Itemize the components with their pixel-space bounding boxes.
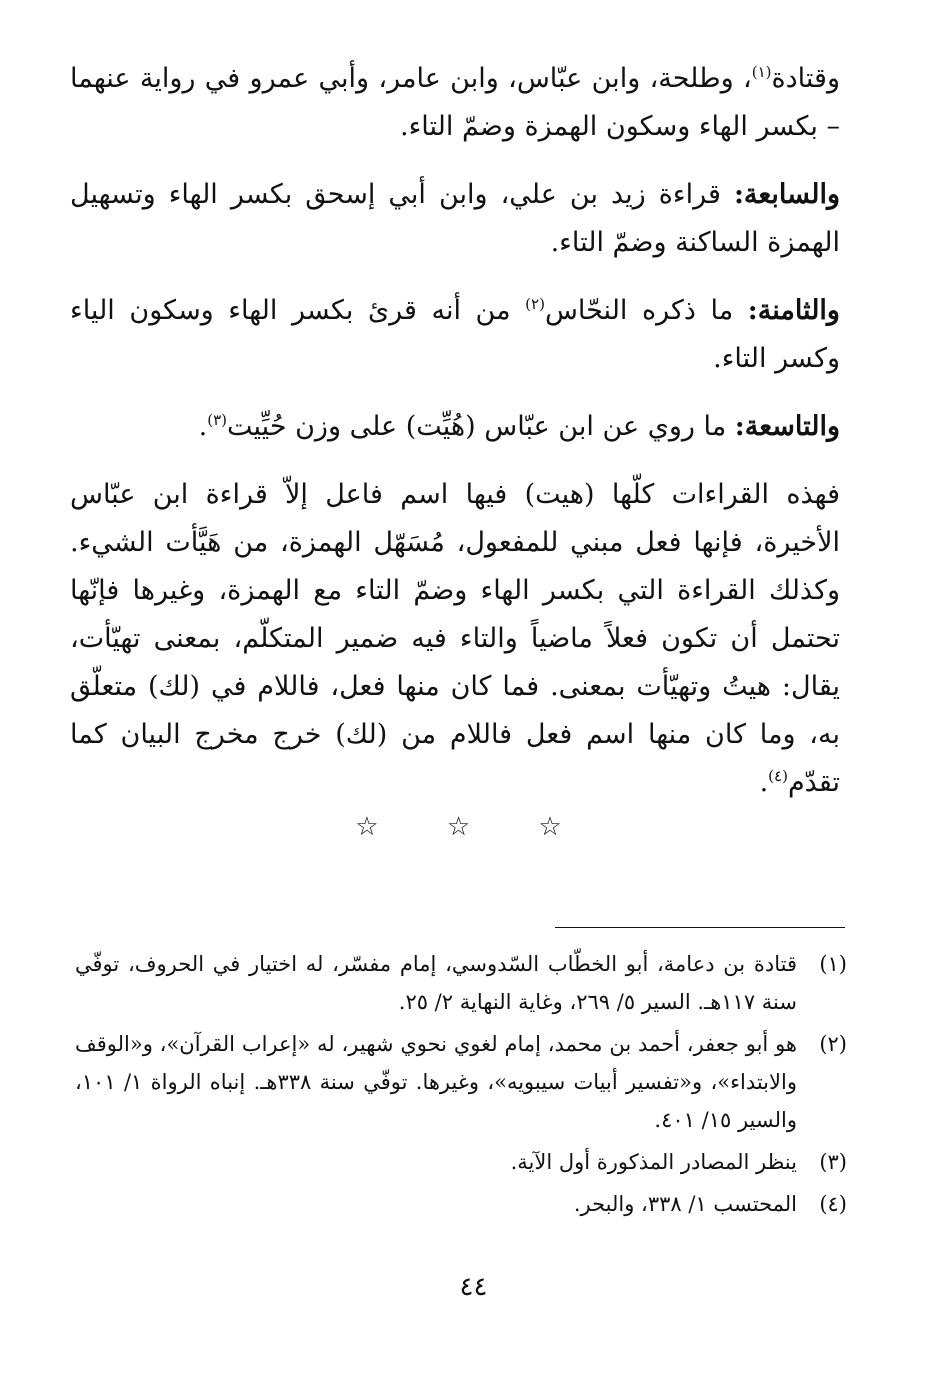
summary-text: فهذه القراءات كلّها (هيت) فيها اسم فاعل إلاّ قراءة ابن عبّاس الأخيرة، فإنها فعل مبني للمفعول، مُسَهّل الهمزة، من هَيَّأت الشيء. وكذلك القراءة التي بكسر الهاء وضمّ التاء مع الهمزة، وغيرها فإنّها تحتمل أن تكون فعلاً ماضياً والتاء فيه ضمير المتكلّم، بمعنى تهيّأت، يقال: هيتُ وتهيّأت بمعنى. فما كان منها فعل، فاللام في (لك) متعلّق به، وما كان منها اسم فعل فاللام من (لك) خرج مخرج البيان كما تقدّم bbox=[70, 479, 840, 798]
ninth-text-cont: . bbox=[198, 411, 208, 442]
footnote-1 bbox=[75, 945, 847, 1021]
footnote-number: (٤) bbox=[819, 1192, 847, 1216]
footnote-text: قتادة بن دعامة، أبو الخطّاب السّدوسي، إمام مفسّر، له اختيار في الحروف، توفّي سنة ١١٧هـ. السير ٥/ ٢٦٩، وغاية النهاية ٢/ ٢٥. bbox=[75, 952, 797, 1014]
ninth-lead: والتاسعة: bbox=[734, 411, 840, 442]
paragraph-1-text-cont: ، وطلحة، وابن عبّاس، وابن عامر، وأبي عمرو في رواية عنهما – بكسر الهاء وسكون الهمزة وضمّ التاء. bbox=[70, 63, 840, 142]
paragraph-eighth-reading bbox=[70, 287, 840, 383]
seventh-lead: والسابعة: bbox=[733, 179, 840, 210]
paragraph-1-text: وقتادة bbox=[771, 63, 840, 94]
paragraph-seventh-reading bbox=[70, 171, 840, 267]
section-separator: ☆ ☆ ☆ bbox=[355, 812, 592, 842]
eighth-text: ما ذكره النحّاس bbox=[544, 295, 748, 326]
footnote-number: (٢) bbox=[819, 1032, 847, 1056]
ninth-text: ما روي عن ابن عبّاس (هُيِّت) على وزن حُيِّيت bbox=[227, 411, 735, 442]
page-number: ٤٤ bbox=[459, 1272, 488, 1302]
footnote-text: هو أبو جعفر، أحمد بن محمد، إمام لغوي نحوي شهير، له «إعراب القرآن»، و«الوقف والابتداء»، و«تفسير أبيات سيبويه»، وغيرها. توفّي سنة ٣٣٨هـ. إنباه الرواة ١/ ١٠١، والسير ١٥/ ٤٠١. bbox=[75, 1032, 797, 1132]
eighth-text-cont: من أنه قرئ بكسر الهاء وسكون الياء وكسر التاء. bbox=[70, 295, 840, 374]
footnote-number: (٣) bbox=[819, 1150, 847, 1174]
footnote-ref-2[interactable]: (٢) bbox=[525, 295, 545, 313]
footnote-3 bbox=[75, 1143, 847, 1181]
footnotes bbox=[75, 945, 847, 1227]
paragraph-1 bbox=[70, 55, 840, 151]
footnote-ref-4[interactable]: (٤) bbox=[768, 767, 788, 785]
footnote-text: ينظر المصادر المذكورة أول الآية. bbox=[510, 1150, 797, 1174]
footnote-2 bbox=[75, 1025, 847, 1139]
eighth-lead: والثامنة: bbox=[747, 295, 840, 326]
paragraph-ninth-reading bbox=[70, 403, 840, 451]
footnote-ref-1[interactable]: (١) bbox=[751, 63, 772, 81]
seventh-text: قراءة زيد بن علي، وابن أبي إسحق بكسر الهاء وتسهيل الهمزة الساكنة وضمّ التاء. bbox=[70, 179, 840, 258]
summary-text-cont: . bbox=[759, 767, 769, 798]
footnote-ref-3[interactable]: (٣) bbox=[207, 411, 228, 429]
footnote-4 bbox=[75, 1185, 847, 1223]
footnote-number: (١) bbox=[819, 952, 847, 976]
footnote-text: المحتسب ١/ ٣٣٨، والبحر. bbox=[573, 1192, 797, 1216]
main-text bbox=[70, 55, 840, 821]
paragraph-summary bbox=[70, 471, 840, 807]
footnote-divider bbox=[555, 927, 845, 928]
